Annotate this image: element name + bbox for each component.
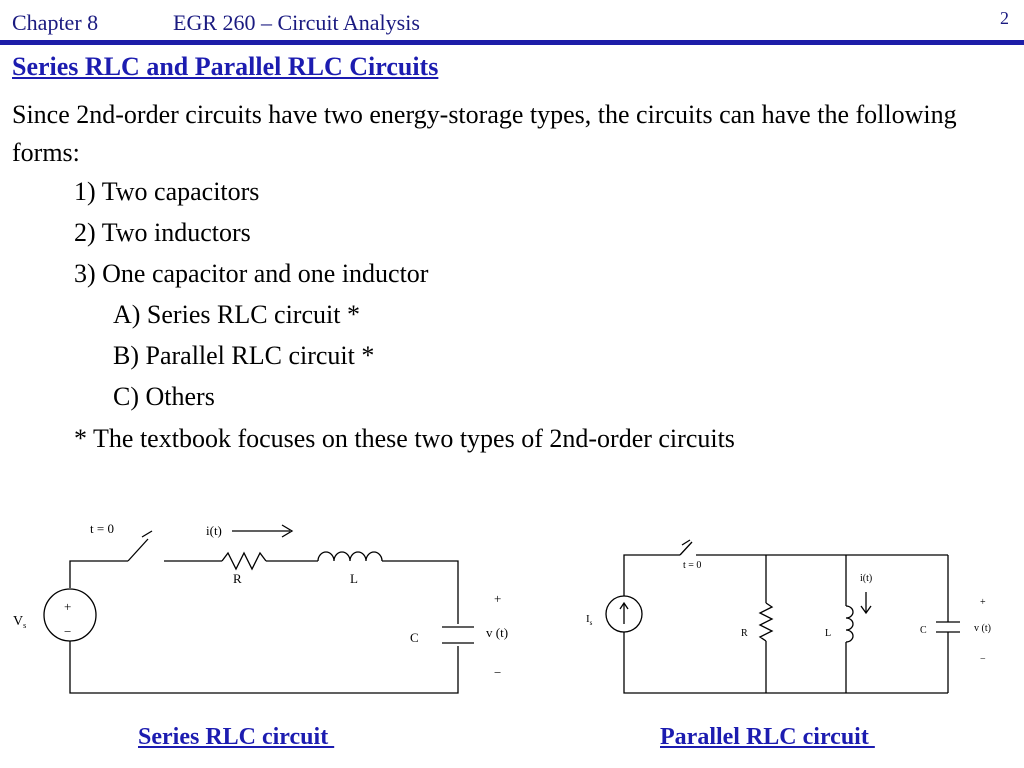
- form-item-1: 1) Two capacitors: [74, 177, 260, 206]
- series-source-label: $V_s$: [13, 614, 27, 630]
- series-inductor-label: L: [350, 571, 358, 586]
- parallel-current-label: i(t): [860, 573, 873, 584]
- series-voltage-minus: −: [494, 665, 502, 680]
- parallel-voltage-plus: +: [980, 597, 986, 608]
- series-voltage-label: v (t): [486, 625, 509, 640]
- series-resistor-label: R: [233, 571, 242, 586]
- form-item-3: 3) One capacitor and one inductor: [74, 259, 429, 288]
- parallel-wire-bottom: [624, 632, 948, 693]
- parallel-capacitor-label: C: [920, 625, 927, 636]
- parallel-voltage-minus: −: [980, 654, 986, 665]
- chapter-label: Chapter 8: [12, 10, 99, 35]
- subform-item-a: A) Series RLC circuit *: [113, 300, 360, 329]
- subform-item-c: C) Others: [113, 382, 215, 411]
- intro-paragraph: Since 2nd-order circuits have two energy-storage types, the circuits can have the following forms:: [12, 100, 957, 167]
- textbook-note: * The textbook focuses on these two types of 2nd-order circuits: [74, 424, 735, 453]
- series-source-plus: +: [64, 599, 72, 614]
- parallel-inductor-label: L: [825, 628, 832, 639]
- subform-item-b: B) Parallel RLC circuit *: [113, 341, 375, 370]
- parallel-switch-blade: [680, 542, 692, 555]
- parallel-caption: Parallel RLC circuit: [660, 724, 875, 750]
- form-item-2: 2) Two inductors: [74, 218, 251, 247]
- parallel-switch-arrow: [682, 540, 690, 545]
- series-capacitor-label: C: [410, 630, 419, 645]
- series-caption: Series RLC circuit: [138, 724, 335, 750]
- parallel-resistor: [760, 603, 772, 641]
- parallel-source-label: $I_s$: [586, 613, 593, 627]
- page-number: 2: [1000, 8, 1009, 28]
- series-voltage-plus: +: [494, 591, 502, 606]
- series-source-minus: −: [64, 624, 72, 639]
- series-current-label: i(t): [206, 523, 222, 538]
- slide-title: Series RLC and Parallel RLC Circuits: [12, 52, 439, 81]
- parallel-inductor: [846, 606, 853, 642]
- parallel-switch-label: t = 0: [683, 560, 702, 571]
- parallel-voltage-label: v (t): [974, 623, 991, 634]
- course-label: EGR 260 – Circuit Analysis: [173, 10, 420, 35]
- series-switch-label: t = 0: [90, 521, 114, 536]
- parallel-resistor-label: R: [741, 628, 748, 639]
